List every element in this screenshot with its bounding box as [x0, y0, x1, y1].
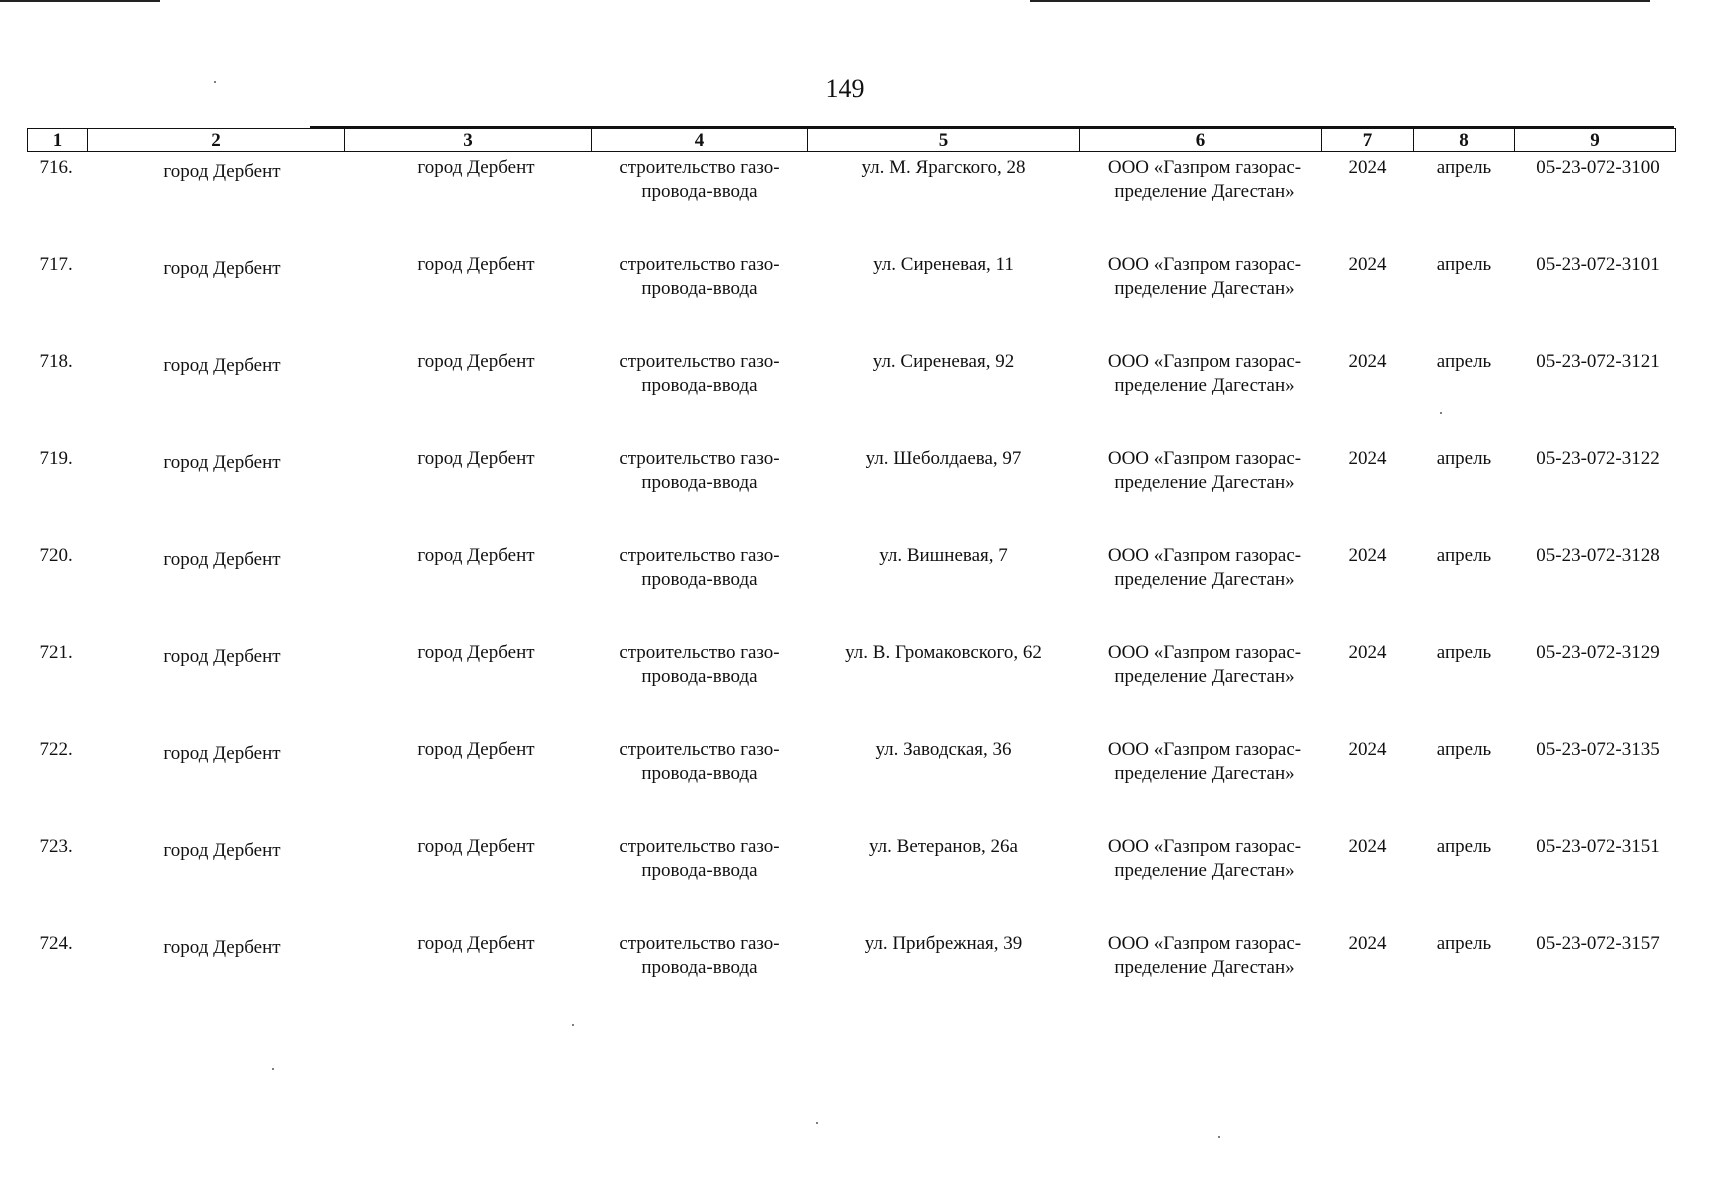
table-row	[28, 928, 1676, 1025]
month-cell: апрель	[1436, 253, 1492, 275]
address-cell: ул. Ветеранов, 26а	[869, 835, 1018, 857]
scan-speck	[572, 1024, 574, 1026]
settlement-cell: город Дербент	[417, 350, 535, 372]
column-header: 8	[1414, 129, 1515, 152]
address-cell: ул. В. Громаковского, 62	[845, 641, 1042, 663]
district-cell: город Дербент	[163, 451, 281, 473]
code-cell: 05-23-072-3100	[1536, 157, 1660, 178]
table-row	[28, 734, 1676, 831]
table-row	[28, 152, 1676, 249]
address-cell: ул. Сиреневая, 92	[872, 350, 1015, 372]
district-cell: город Дербент	[163, 742, 281, 764]
scan-speck	[1218, 1136, 1220, 1138]
work-type-cell: строительство газо-провода-ввода	[619, 157, 780, 202]
scan-edge-line	[1030, 0, 1650, 2]
scan-speck	[816, 1122, 818, 1124]
table-header	[28, 129, 1676, 152]
year-cell: 2024	[1348, 738, 1387, 760]
address-cell: ул. Заводская, 36	[875, 738, 1012, 760]
month-cell: апрель	[1436, 835, 1492, 857]
code-cell: 05-23-072-3157	[1536, 932, 1660, 954]
month-cell: апрель	[1436, 447, 1492, 469]
code-cell: 05-23-072-3135	[1536, 738, 1660, 760]
district-cell: город Дербент	[163, 257, 281, 279]
work-type-cell: строительство газо-провода-ввода	[619, 641, 780, 687]
district-cell: город Дербент	[163, 645, 281, 667]
district-cell: город Дербент	[163, 839, 281, 861]
column-header: 4	[592, 129, 808, 152]
code-cell: 05-23-072-3101	[1536, 253, 1660, 275]
row-number: 721.	[39, 641, 73, 663]
row-number: 720.	[39, 544, 73, 566]
work-type-cell: строительство газо-провода-ввода	[619, 738, 780, 784]
settlement-cell: город Дербент	[417, 738, 535, 760]
month-cell: апрель	[1436, 932, 1492, 954]
month-cell: апрель	[1436, 350, 1492, 372]
register-table	[27, 128, 1676, 1025]
scan-speck	[214, 81, 216, 83]
month-cell: апрель	[1436, 157, 1492, 178]
code-cell: 05-23-072-3128	[1536, 544, 1660, 566]
scan-speck	[1440, 412, 1442, 414]
address-cell: ул. Прибрежная, 39	[864, 932, 1023, 954]
code-cell: 05-23-072-3122	[1536, 447, 1660, 469]
row-number: 718.	[39, 350, 73, 372]
settlement-cell: город Дербент	[417, 447, 535, 469]
row-number: 724.	[39, 932, 73, 954]
year-cell: 2024	[1348, 641, 1387, 663]
table-row	[28, 346, 1676, 443]
work-type-cell: строительство газо-провода-ввода	[619, 253, 780, 299]
work-type-cell: строительство газо-провода-ввода	[619, 350, 780, 396]
organization-cell: ООО «Газпром газорас-пределение Дагестан»	[1107, 350, 1302, 396]
year-cell: 2024	[1348, 350, 1387, 372]
table-row	[28, 637, 1676, 734]
column-header: 2	[88, 129, 345, 152]
scan-speck	[272, 1068, 274, 1070]
column-header: 5	[808, 129, 1080, 152]
month-cell: апрель	[1436, 641, 1492, 663]
month-cell: апрель	[1436, 544, 1492, 566]
settlement-cell: город Дербент	[417, 932, 535, 954]
column-header: 7	[1322, 129, 1414, 152]
column-header: 9	[1515, 129, 1676, 152]
column-header: 1	[28, 129, 88, 152]
register-table-container	[27, 128, 1675, 1025]
code-cell: 05-23-072-3121	[1536, 350, 1660, 372]
row-number: 722.	[39, 738, 73, 760]
year-cell: 2024	[1348, 544, 1387, 566]
table-row	[28, 540, 1676, 637]
table-row	[28, 443, 1676, 540]
column-header: 6	[1080, 129, 1322, 152]
organization-cell: ООО «Газпром газорас-пределение Дагестан»	[1107, 932, 1302, 978]
row-number: 717.	[39, 253, 73, 275]
row-number: 719.	[39, 447, 73, 469]
code-cell: 05-23-072-3129	[1536, 641, 1660, 663]
year-cell: 2024	[1348, 157, 1387, 178]
settlement-cell: город Дербент	[417, 157, 535, 178]
district-cell: город Дербент	[163, 548, 281, 570]
table-row	[28, 831, 1676, 928]
settlement-cell: город Дербент	[417, 641, 535, 663]
year-cell: 2024	[1348, 253, 1387, 275]
settlement-cell: город Дербент	[417, 835, 535, 857]
month-cell: апрель	[1436, 738, 1492, 760]
address-cell: ул. Вишневая, 7	[879, 544, 1008, 566]
work-type-cell: строительство газо-провода-ввода	[619, 447, 780, 493]
organization-cell: ООО «Газпром газорас-пределение Дагестан»	[1107, 544, 1302, 590]
work-type-cell: строительство газо-провода-ввода	[619, 544, 780, 590]
address-cell: ул. М. Ярагского, 28	[861, 157, 1026, 178]
settlement-cell: город Дербент	[417, 253, 535, 275]
table-body	[28, 152, 1676, 1025]
table-row	[28, 249, 1676, 346]
district-cell: город Дербент	[163, 354, 281, 376]
district-cell: город Дербент	[163, 936, 281, 958]
organization-cell: ООО «Газпром газорас-пределение Дагестан»	[1107, 738, 1302, 784]
scan-edge-line	[0, 0, 160, 2]
district-cell: город Дербент	[163, 161, 281, 182]
organization-cell: ООО «Газпром газорас-пределение Дагестан»	[1107, 253, 1302, 299]
settlement-cell: город Дербент	[417, 544, 535, 566]
year-cell: 2024	[1348, 932, 1387, 954]
code-cell: 05-23-072-3151	[1536, 835, 1660, 857]
address-cell: ул. Шеболдаева, 97	[865, 447, 1022, 469]
address-cell: ул. Сиреневая, 11	[873, 253, 1014, 275]
organization-cell: ООО «Газпром газорас-пределение Дагестан»	[1107, 447, 1302, 493]
row-number: 716.	[39, 157, 73, 178]
row-number: 723.	[39, 835, 73, 857]
work-type-cell: строительство газо-провода-ввода	[619, 835, 780, 881]
work-type-cell: строительство газо-провода-ввода	[619, 932, 780, 978]
year-cell: 2024	[1348, 447, 1387, 469]
organization-cell: ООО «Газпром газорас-пределение Дагестан»	[1107, 157, 1302, 202]
year-cell: 2024	[1348, 835, 1387, 857]
page-number: 149	[825, 74, 865, 103]
organization-cell: ООО «Газпром газорас-пределение Дагестан»	[1107, 641, 1302, 687]
organization-cell: ООО «Газпром газорас-пределение Дагестан»	[1107, 835, 1302, 881]
column-header: 3	[345, 129, 592, 152]
